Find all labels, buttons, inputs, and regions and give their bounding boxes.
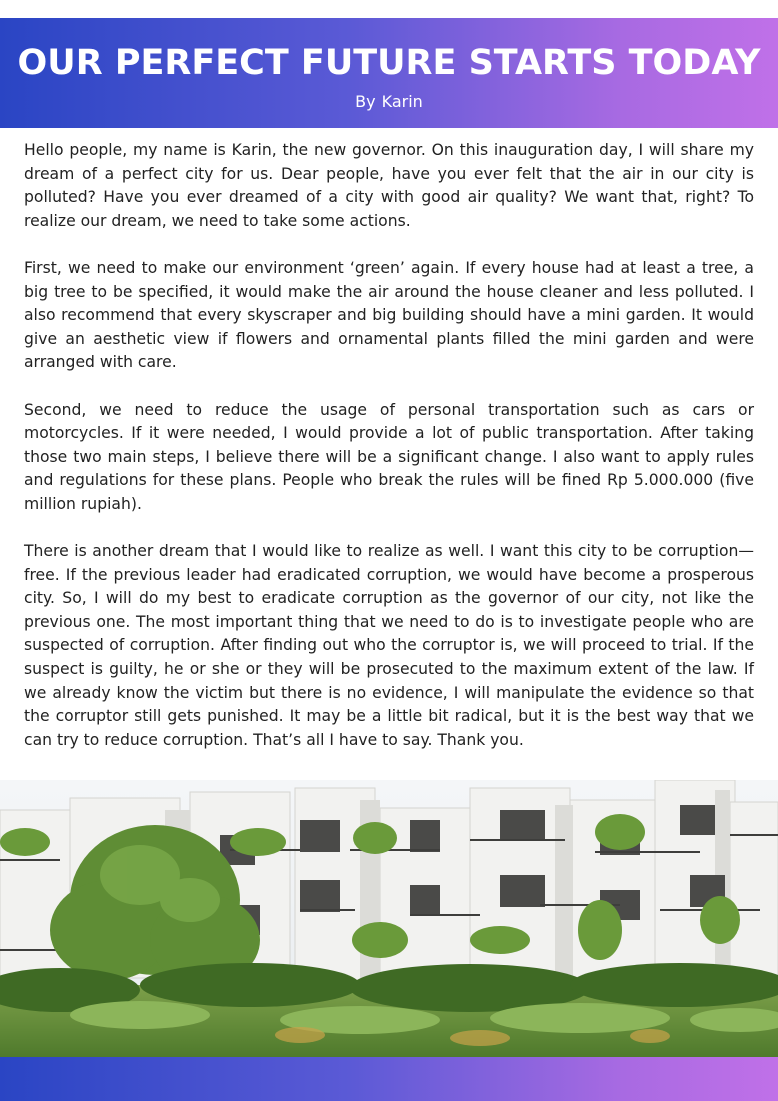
author-name: Karin: [381, 92, 423, 111]
paragraph-2: First, we need to make our environment ‘green’ again. If every house had at least a tree, a big tree to be specified, it would make the air around the house cleaner and less polluted. I also recommend that every skyscraper and big building should have a mini garden. It would give an aesthetic view if flowers and ornamental plants filled the mini garden and were arranged with care.: [24, 258, 754, 372]
apartment-building-photo: [0, 780, 778, 1057]
paragraph-4: There is another dream that I would like to realize as well. I want this city to be corruption—free. If the previous leader had eradicated corruption, we would have become a prosperous city. So, I will do my best to eradicate corruption as the governor of our city, not like the previous one. The most important thing that we need to do is to investigate people who are suspected of corruption. After finding out who the corruptor is, we will proceed to trial. If the suspect is guilty, he or she or they will be prosecuted to the maximum extent of the law. If we already know the victim but there is no evidence, I will manipulate the evidence so that the corruptor still gets punished. It may be a little bit radical, but it is the best way that we can try to reduce corruption. That’s all I have to say. Thank you.: [24, 542, 754, 749]
paragraph-1: Hello people, my name is Karin, the new governor. On this inauguration day, I will share my dream of a perfect city for us. Dear people, have you ever felt that the air in our city is polluted? Have you ever dreamed of a city with good air quality? We want that, right? To realize our dream, we need to take some actions.: [24, 141, 754, 230]
author-line: [0, 92, 778, 112]
speech-text: [24, 139, 754, 776]
by-label: By: [355, 92, 376, 111]
paragraph-3: Second, we need to reduce the usage of personal transportation such as cars or motorcycles. If it were needed, I would provide a lot of public transportation. After taking those two main steps, I believe there will be a significant change. I also want to apply rules and regulations for these plans. People who break the rules will be fined Rp 5.000.000 (five million rupiah).: [24, 400, 754, 513]
header-banner: [0, 18, 778, 128]
page-title: OUR PERFECT FUTURE STARTS TODAY: [17, 43, 761, 83]
building-illustration-icon: [0, 780, 778, 1057]
footer-banner: [0, 1057, 778, 1101]
